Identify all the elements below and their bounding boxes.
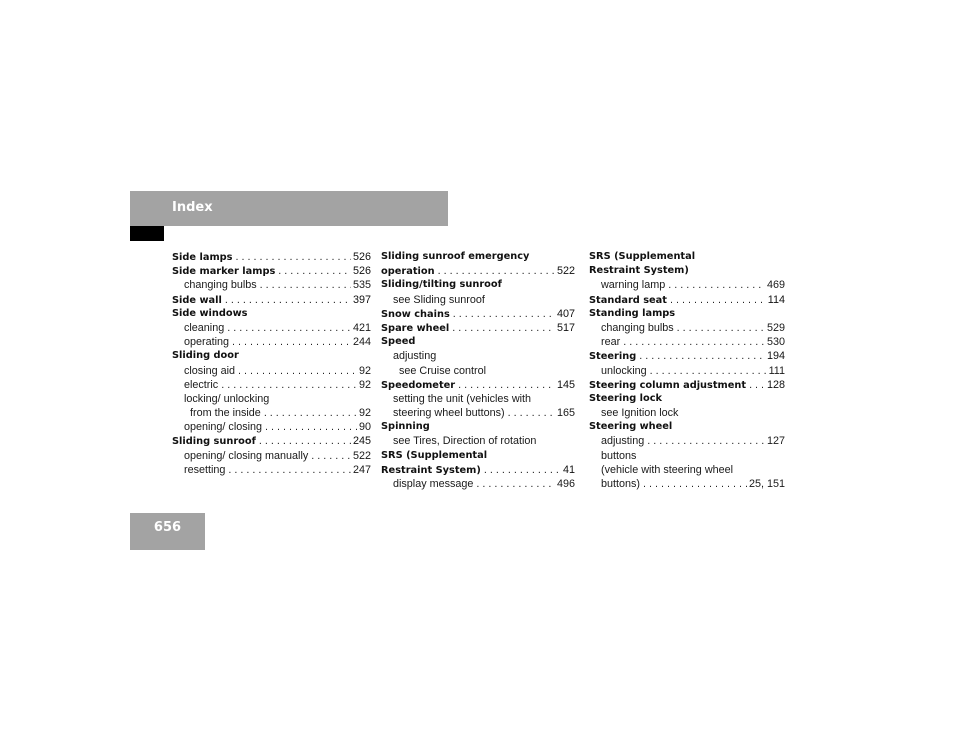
index-subentry: [589, 278, 785, 292]
entry-page: 244: [352, 336, 371, 349]
entry-page: 92: [358, 364, 371, 377]
index-subentry: [381, 477, 575, 491]
entry-text: unlocking: [601, 364, 647, 377]
entry-text: Sliding sunroof: [172, 436, 256, 448]
dot-leader: [229, 335, 351, 349]
index-entry: [589, 307, 785, 321]
entry-page: 529: [766, 321, 785, 334]
entry-text: see Sliding sunroof: [393, 293, 485, 306]
entry-page: 517: [556, 321, 575, 334]
index-entry: [172, 434, 371, 448]
entry-text: buttons: [601, 449, 637, 462]
index-entry: [172, 264, 371, 278]
entry-text: Steering: [589, 351, 637, 363]
index-entry: [172, 349, 371, 363]
index-entry: [381, 378, 575, 392]
index-entry: [589, 293, 785, 307]
index-entry: [172, 307, 371, 321]
dot-leader: [644, 434, 765, 448]
index-subentry: [381, 406, 575, 420]
index-subentry: [589, 434, 785, 448]
index-subentry: [172, 321, 371, 335]
entry-text: steering wheel buttons): [393, 407, 505, 420]
entry-page: 145: [556, 378, 575, 391]
index-subentry: [172, 449, 371, 463]
dot-leader: [746, 378, 765, 392]
index-subentry: [172, 463, 371, 477]
entry-text: operating: [184, 336, 230, 349]
dot-leader: [481, 463, 561, 477]
dot-leader: [505, 406, 555, 420]
index-subentry: [381, 392, 575, 406]
dot-leader: [256, 434, 351, 448]
entry-page: 407: [556, 307, 575, 320]
entry-text: display message: [393, 478, 474, 490]
index-entry: [381, 335, 575, 349]
entry-text: Side wall: [172, 294, 222, 306]
entry-text: SRS (Supplemental: [381, 449, 488, 461]
entry-text: SRS (Supplemental: [589, 251, 696, 262]
entry-page: 127: [766, 435, 785, 448]
index-subentry: [172, 335, 371, 349]
dot-leader: [262, 420, 357, 434]
dot-leader: [665, 278, 765, 292]
entry-text: Side windows: [172, 307, 248, 319]
entry-page: 111: [768, 364, 785, 377]
entry-text: closing aid: [184, 364, 236, 377]
entry-text: locking/ unlocking: [184, 392, 270, 405]
page-title: Index: [172, 200, 213, 215]
index-entry: [381, 420, 575, 434]
dot-leader: [222, 293, 351, 307]
dot-leader: [449, 321, 555, 335]
dot-leader: [647, 364, 767, 378]
entry-text: Standard seat: [589, 294, 667, 306]
index-column-2: [381, 250, 575, 491]
index-subentry: [589, 406, 785, 420]
entry-page: 530: [766, 336, 785, 349]
entry-text: Side marker lamps: [172, 266, 276, 278]
index-subentry: [589, 364, 785, 378]
dot-leader: [261, 406, 357, 420]
index-subentry: [589, 335, 785, 349]
entry-text: adjusting: [393, 350, 437, 363]
page-number: 656: [153, 520, 182, 535]
index-entry: [589, 392, 785, 406]
dot-leader: [674, 321, 765, 335]
entry-text: Spare wheel: [381, 322, 450, 334]
entry-text: resetting: [184, 463, 226, 476]
entry-page: 194: [766, 350, 785, 363]
index-entry: [589, 420, 785, 434]
index-entry: [381, 264, 575, 278]
entry-page: 245: [352, 435, 371, 448]
dot-leader: [275, 264, 351, 278]
entry-text: (vehicle with steering wheel: [601, 463, 734, 476]
entry-text: Speedometer: [381, 379, 456, 391]
entry-text: Steering wheel: [589, 421, 673, 433]
entry-text: Standing lamps: [589, 307, 676, 319]
entry-page: 421: [352, 321, 371, 334]
index-subentry: [589, 321, 785, 335]
index-subentry: [172, 406, 371, 420]
dot-leader: [257, 278, 351, 292]
index-entry: [381, 250, 575, 264]
entry-page: 526: [352, 251, 371, 263]
dot-leader: [225, 463, 351, 477]
index-subentry: [172, 364, 371, 378]
index-subentry: [589, 449, 785, 463]
dot-leader: [455, 378, 555, 392]
entry-text: warning lamp: [601, 279, 666, 292]
entry-text: changing bulbs: [184, 279, 257, 292]
entry-text: Restraint System): [589, 265, 689, 277]
index-entry: [589, 264, 785, 278]
index-entry: [589, 349, 785, 363]
entry-text: buttons): [601, 478, 641, 490]
dot-leader: [218, 378, 357, 392]
index-entry: [381, 278, 575, 292]
index-entry: [172, 293, 371, 307]
entry-page: 114: [767, 293, 785, 306]
entry-page: 469: [766, 279, 785, 292]
index-subentry: [381, 364, 575, 378]
entry-text: rear: [601, 336, 621, 349]
entry-page: 92: [358, 407, 371, 420]
dot-leader: [667, 293, 766, 307]
dot-leader: [636, 349, 765, 363]
entry-text: see Ignition lock: [601, 407, 679, 420]
index-column-3: [589, 250, 785, 491]
entry-text: changing bulbs: [601, 321, 674, 334]
entry-page: 535: [352, 279, 371, 292]
index-entry: [381, 449, 575, 463]
entry-text: adjusting: [601, 435, 645, 448]
dot-leader: [233, 250, 351, 264]
dot-leader: [224, 321, 351, 335]
index-entry: [381, 321, 575, 335]
index-entry: [172, 250, 371, 264]
entry-page: 522: [556, 265, 575, 278]
entry-page: 25, 151: [748, 478, 785, 490]
entry-page: 92: [358, 378, 371, 391]
dot-leader: [620, 335, 765, 349]
index-entry: [589, 378, 785, 392]
index-entry: [381, 463, 575, 477]
index-subentry: [589, 463, 785, 477]
entry-page: 526: [352, 265, 371, 278]
dot-leader: [435, 264, 555, 278]
entry-text: see Tires, Direction of rotation: [393, 435, 537, 448]
entry-text: Sliding door: [172, 350, 239, 362]
entry-page: 496: [556, 478, 575, 490]
index-subentry: [381, 349, 575, 363]
entry-text: Snow chains: [381, 308, 450, 320]
entry-text: Steering lock: [589, 392, 663, 404]
entry-page: 128: [766, 378, 785, 391]
index-entry: [381, 307, 575, 321]
entry-text: cleaning: [184, 321, 225, 334]
entry-text: opening/ closing: [184, 421, 263, 434]
entry-page: 41: [562, 463, 575, 476]
entry-text: Spinning: [381, 421, 430, 433]
index-subentry: [381, 434, 575, 448]
dot-leader: [308, 449, 351, 463]
entry-text: Restraint System): [381, 464, 481, 476]
index-column-1: [172, 250, 371, 477]
entry-page: 247: [352, 463, 371, 476]
index-subentry: [172, 278, 371, 292]
entry-text: setting the unit (vehicles with: [393, 392, 532, 405]
entry-page: 165: [556, 407, 575, 420]
index-entry: [589, 250, 785, 264]
index-subentry: [589, 477, 785, 491]
dot-leader: [450, 307, 555, 321]
entry-text: operation: [381, 266, 435, 278]
entry-text: Side lamps: [172, 252, 233, 263]
entry-text: opening/ closing manually: [184, 449, 309, 462]
dot-leader: [473, 477, 555, 491]
entry-text: electric: [184, 378, 219, 391]
entry-text: from the inside: [190, 407, 261, 420]
index-subentry: [172, 392, 371, 406]
entry-text: see Cruise control: [399, 364, 487, 377]
entry-page: 397: [352, 293, 371, 306]
entry-page: 90: [358, 421, 371, 434]
dot-leader: [640, 477, 747, 491]
index-subentry: [172, 420, 371, 434]
entry-text: Steering column adjustment: [589, 379, 747, 391]
index-subentry: [381, 293, 575, 307]
entry-text: Sliding/tilting sunroof: [381, 279, 502, 291]
index-subentry: [172, 378, 371, 392]
entry-text: Sliding sunroof emergency: [381, 251, 530, 262]
entry-page: 522: [352, 449, 371, 462]
entry-text: Speed: [381, 336, 416, 348]
dot-leader: [235, 364, 357, 378]
corner-block: [130, 226, 164, 241]
